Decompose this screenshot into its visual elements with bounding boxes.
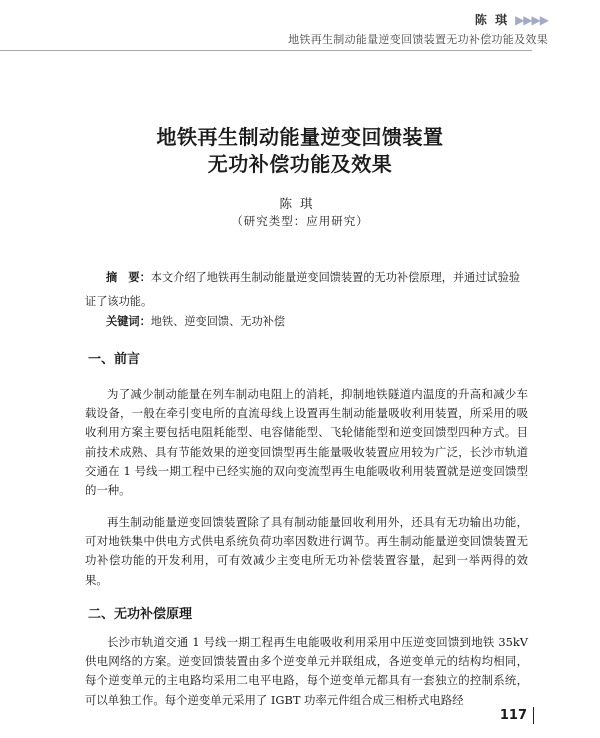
abstract-text: 本文介绍了地铁再生制动能量逆变回馈装置的无功补偿原理，并通过试验验证了该功能。 — [85, 271, 520, 308]
article-title-line-1: 地铁再生制动能量逆变回馈装置 — [156, 125, 444, 149]
header-rule — [0, 50, 532, 51]
keywords-label: 关键词： — [106, 315, 151, 328]
article-author: 陈琪 — [279, 196, 321, 211]
keywords — [85, 310, 528, 334]
section-heading-preface: 一、前言 — [88, 352, 141, 367]
running-head-title: 地铁再生制动能量逆变回馈装置无功补偿功能及效果 — [288, 33, 548, 46]
running-head-author: 陈 琪 ▶▶▶▶ — [474, 13, 548, 27]
paragraph: 为了减少制动能量在列车制动电阻上的消耗，抑制地铁隧道内温度的升高和减少车载设备，一般在牵引变电所的直流母线上设置再生制动能量吸收利用装置，所采用的吸收利用方案主要包括电阻耗能型、电容储能型、飞轮储能型和逆变回馈型四种方式。目前技术成熟、具有节能效果的逆变回馈型再生能量吸收装置应用较为广泛，长沙市轨道交通在 1 号线一期工程中已经实施的双向变流型再生电能吸收利用装置就是逆变回馈型的一种。 — [85, 387, 528, 498]
paragraph: 再生制动能量逆变回馈装置除了具有制动能量回收利用外，还具有无功输出功能，可对地铁集中供电方式供电系统负荷功率因数进行调节。再生制动能量逆变回馈装置无功补偿功能的开发利用，可有效减少主变电所无功补偿装置容量，起到一举两得的效果。 — [85, 515, 528, 587]
page-number: 117 — [499, 708, 527, 723]
article-title-line-2: 无功补偿功能及效果 — [207, 152, 393, 176]
section-heading-principle: 二、无功补偿原理 — [88, 607, 193, 622]
page-number-bar — [533, 707, 534, 724]
abstract-label: 摘 要： — [106, 271, 151, 284]
research-type: （研究类型：应用研究） — [231, 214, 369, 228]
abstract — [85, 266, 528, 314]
paragraph: 长沙市轨道交通 1 号线一期工程再生电能吸收利用采用中压逆变回馈到地铁 35kV 供电网络的方案。逆变回馈装置由多个逆变单元并联组成，各逆变单元的结构均相同，每个逆变单元的主电路均采用二电平电路，每个逆变单元都具有一套独立的控制系统，可以单独工作。每个逆变单元采用了 IGBT 功率元件组合成三相桥式电路经 — [85, 635, 528, 707]
arrow-decoration-icon: ▶▶▶▶ — [515, 13, 548, 27]
keywords-text: 地铁、逆变回馈、无功补偿 — [150, 315, 286, 328]
